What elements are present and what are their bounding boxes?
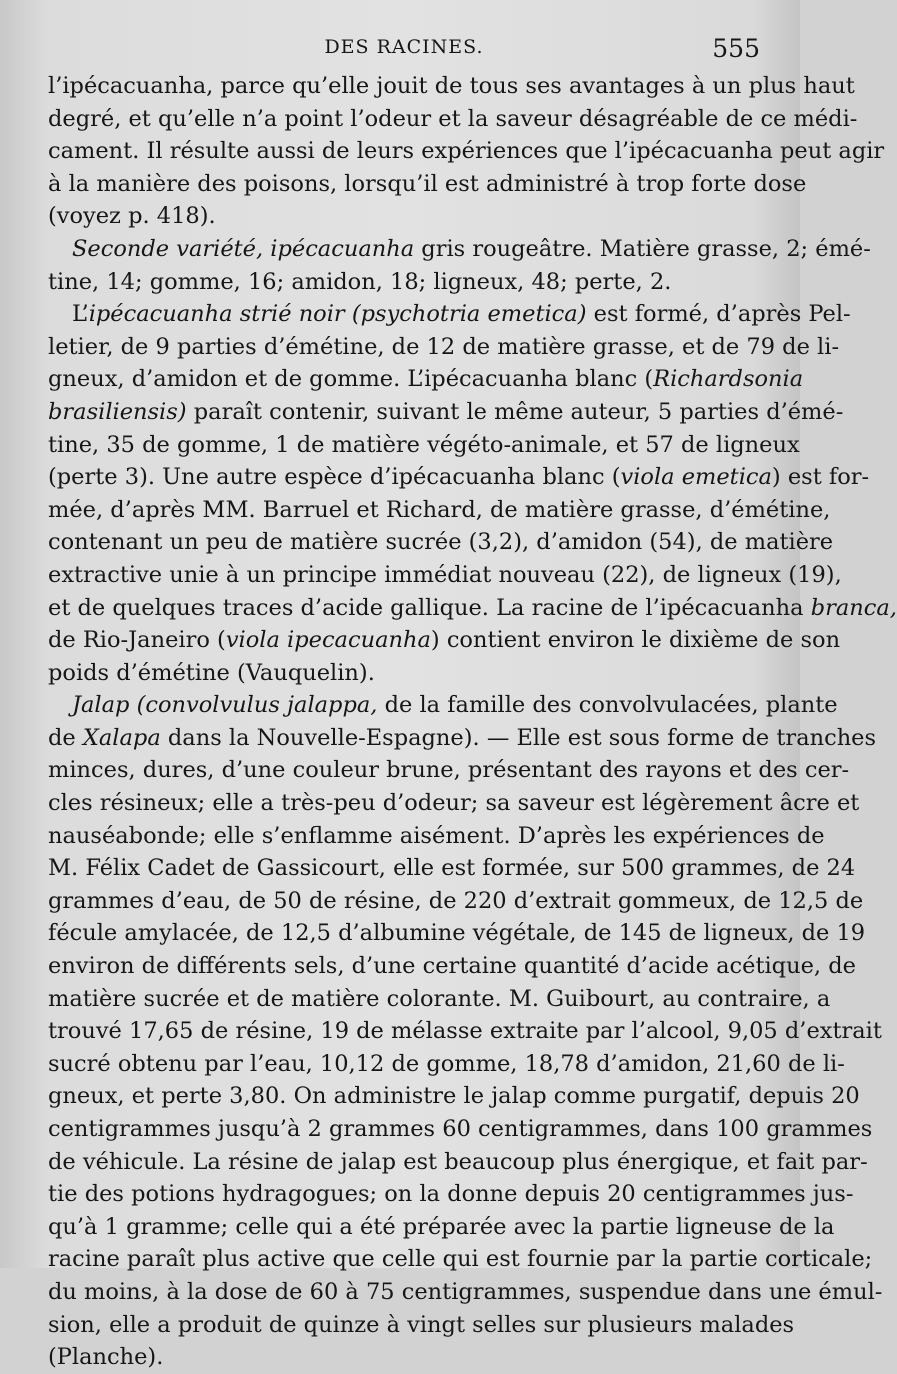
text-line xyxy=(48,396,844,429)
italic-text: viola emetica xyxy=(620,464,772,491)
text-line xyxy=(48,1146,868,1179)
body-text xyxy=(48,70,897,1374)
text-run: matière sucrée et de matière colorante. M. Guibourt, au contraire, a xyxy=(48,985,831,1012)
text-line xyxy=(48,494,831,527)
text-line xyxy=(48,820,825,853)
text-run: nauséabonde; elle s’enflamme aisément. D’après les expériences de xyxy=(48,822,825,849)
text-line xyxy=(48,1178,854,1211)
text-line xyxy=(48,70,855,103)
italic-text: ipécacuanha strié noir (psychotria emetica) xyxy=(88,301,587,328)
text-line xyxy=(48,950,856,983)
text-run: contenant un peu de matière sucrée (3,2), d’amidon (54), de matière xyxy=(48,529,834,556)
text-line xyxy=(48,1211,835,1244)
text-line xyxy=(48,526,834,559)
text-line xyxy=(48,624,841,657)
text-run: cament. Il résulte aussi de leurs expériences que l’ipécacuanha peut agir xyxy=(48,138,885,165)
text-run: (perte 3). Une autre espèce d’ipécacuanha blanc ( xyxy=(48,464,621,491)
text-run: et de quelques traces d’acide gallique. La racine de l’ipécacuanha xyxy=(48,594,811,621)
paragraph xyxy=(48,70,885,233)
text-run: sion, elle a produit de quinze à vingt selles sur plusieurs malades xyxy=(48,1311,795,1338)
text-line xyxy=(48,363,804,396)
text-run: qu’à 1 gramme; celle qui a été préparée avec la partie ligneuse de la xyxy=(48,1213,835,1240)
text-run: environ de différents sels, d’une certaine quantité d’acide acétique, de xyxy=(48,953,856,980)
text-run: racine paraît plus active que celle qui est fournie par la partie corticale; xyxy=(48,1246,873,1273)
text-run: ) contient environ le dixième de son xyxy=(430,627,841,654)
text-run: (voyez p. 418). xyxy=(48,203,216,230)
text-line xyxy=(48,200,760,233)
italic-text: Xalapa xyxy=(82,724,161,751)
text-line xyxy=(48,754,850,787)
text-run: sucré obtenu par l’eau, 10,12 de gomme, 18,78 d’amidon, 21,60 de li- xyxy=(48,1050,845,1077)
text-line xyxy=(48,168,807,201)
text-line xyxy=(48,1243,873,1276)
text-line xyxy=(48,1080,860,1113)
text-line xyxy=(48,852,856,885)
text-line xyxy=(48,1015,882,1048)
text-run: du moins, à la dose de 60 à 75 centigrammes, suspendue dans une émul- xyxy=(48,1278,883,1305)
text-line xyxy=(48,331,840,364)
text-run: minces, dures, d’une couleur brune, présentant des rayons et des cer- xyxy=(48,757,850,784)
italic-text: Richardsonia xyxy=(653,366,804,393)
text-run: tie des potions hydragogues; on la donne depuis 20 centigrammes jus- xyxy=(48,1181,854,1208)
text-line xyxy=(48,1276,883,1309)
text-run: gneux, et perte 3,80. On administre le jalap comme purgatif, depuis 20 xyxy=(48,1083,860,1110)
text-run: l’ipécacuanha, parce qu’elle jouit de tous ses avantages à un plus haut xyxy=(48,73,855,99)
text-line xyxy=(48,429,800,462)
text-run: dans la Nouvelle-Espagne). — Elle est sous forme de tranches xyxy=(160,724,877,751)
text-run: gris rougeâtre. Matière grasse, 2; émé- xyxy=(414,235,871,262)
text-line xyxy=(48,461,870,494)
text-line xyxy=(48,266,760,299)
text-line xyxy=(48,1309,795,1342)
text-run: mée, d’après MM. Barruel et Richard, de matière grasse, d’émétine, xyxy=(48,496,831,523)
text-line xyxy=(48,103,858,136)
paragraph xyxy=(48,298,897,689)
text-run: de Rio-Janeiro ( xyxy=(48,627,226,654)
text-line xyxy=(48,787,860,820)
text-line xyxy=(48,1048,845,1081)
text-line xyxy=(48,592,897,625)
text-run: degré, et qu’elle n’a point l’odeur et la saveur désagréable de ce médi- xyxy=(48,105,858,132)
paragraph xyxy=(48,233,871,298)
text-run: est formé, d’après Pel- xyxy=(586,301,851,328)
italic-text: viola ipecacuanha xyxy=(225,627,431,654)
text-run: centigrammes jusqu’à 2 grammes 60 centigrammes, dans 100 grammes xyxy=(48,1116,873,1142)
text-line xyxy=(48,689,838,722)
text-line xyxy=(48,917,866,950)
paragraph xyxy=(48,689,883,1373)
text-line xyxy=(48,1113,873,1146)
text-line xyxy=(48,135,885,168)
text-run: ) est for- xyxy=(771,464,870,491)
text-run: grammes d’eau, de 50 de résine, de 220 d’extrait gommeux, de 12,5 de xyxy=(48,887,864,914)
text-run: de xyxy=(48,724,83,751)
running-head: DES RACINES. xyxy=(324,36,484,58)
text-line xyxy=(48,983,831,1016)
text-run: à la manière des poisons, lorsqu’il est administré à trop forte dose xyxy=(48,170,807,197)
text-line xyxy=(48,657,760,690)
text-run: gneux, d’amidon et de gomme. L’ipécacuanha blanc ( xyxy=(48,366,654,393)
text-run: de la famille des convolvulacées, plante xyxy=(377,692,838,719)
text-run: cles résineux; elle a très-peu d’odeur; sa saveur est légèrement âcre et xyxy=(48,790,860,817)
text-line xyxy=(48,885,864,918)
text-line xyxy=(48,1341,760,1374)
italic-text: branca, xyxy=(810,594,897,621)
text-run: poids d’émétine (Vauquelin). xyxy=(48,659,375,686)
page-number: 555 xyxy=(712,34,760,63)
text-run: paraît contenir, suivant le même auteur, 5 parties d’émé- xyxy=(186,398,844,425)
text-run: fécule amylacée, de 12,5 d’albumine végétale, de 145 de ligneux, de 19 xyxy=(48,920,866,947)
page-header xyxy=(48,34,760,68)
text-run: trouvé 17,65 de résine, 19 de mélasse extraite par l’alcool, 9,05 d’extrait xyxy=(48,1018,882,1045)
text-run: tine, 35 de gomme, 1 de matière végéto-animale, et 57 de ligneux xyxy=(48,431,800,458)
text-line xyxy=(48,559,842,592)
text-line xyxy=(48,233,871,266)
italic-text: brasiliensis) xyxy=(48,398,187,425)
text-run: L’ xyxy=(72,301,89,328)
text-line xyxy=(48,722,877,755)
text-run: M. Félix Cadet de Gassicourt, elle est formée, sur 500 grammes, de 24 xyxy=(48,855,856,882)
text-run: tine, 14; gomme, 16; amidon, 18; ligneux, 48; perte, 2. xyxy=(48,268,672,295)
text-run: extractive unie à un principe immédiat nouveau (22), de ligneux (19), xyxy=(48,561,842,588)
text-run: (Planche). xyxy=(48,1344,164,1371)
text-run: letier, de 9 parties d’émétine, de 12 de matière grasse, et de 79 de li- xyxy=(48,333,840,360)
italic-text: Jalap (convolvulus jalappa, xyxy=(72,692,378,719)
italic-text: Seconde variété, ipécacuanha xyxy=(72,235,415,262)
text-run: de véhicule. La résine de jalap est beaucoup plus énergique, et fait par- xyxy=(48,1148,868,1175)
text-line xyxy=(48,298,851,331)
